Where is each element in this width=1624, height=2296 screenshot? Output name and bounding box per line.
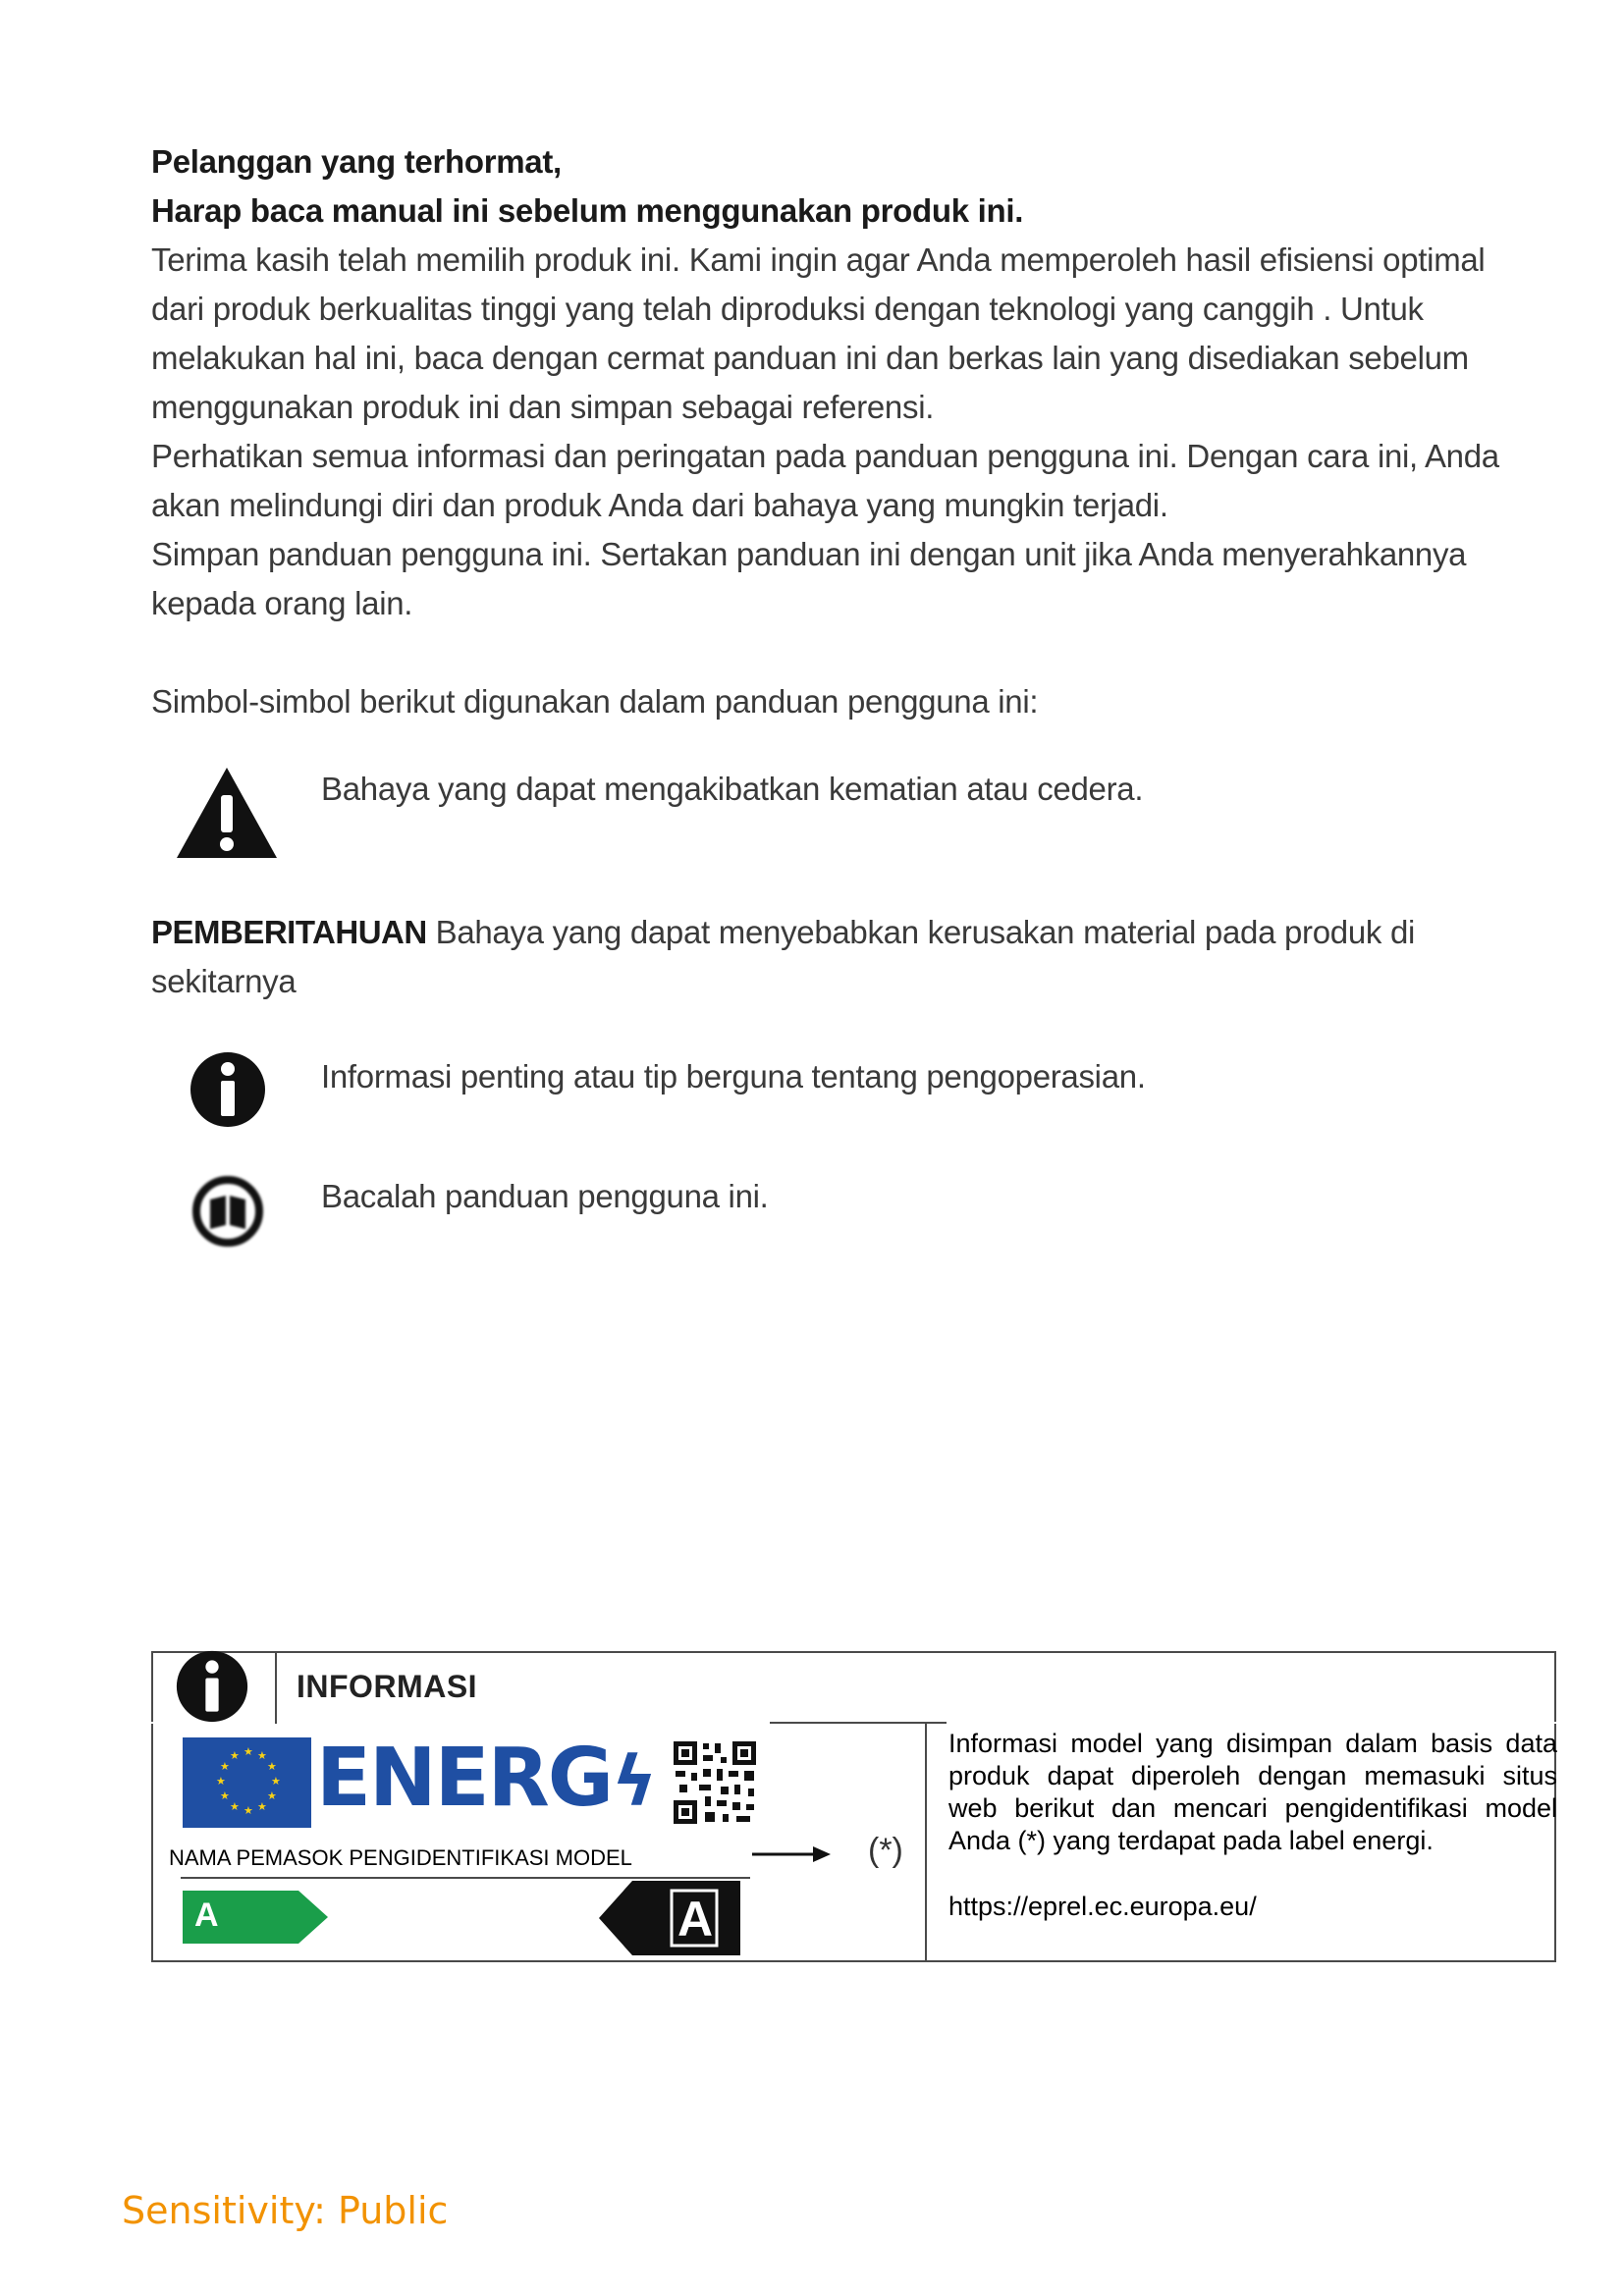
info-icon	[175, 1649, 249, 1724]
info-icon	[189, 1050, 267, 1129]
arrow-right-icon	[752, 1842, 831, 1866]
notice-word: PEMBERITAHUAN	[151, 914, 427, 950]
info-box-title: INFORMASI	[297, 1669, 478, 1704]
svg-text:★: ★	[257, 1749, 267, 1762]
lightning-icon: ϟ	[612, 1741, 656, 1822]
svg-text:★: ★	[230, 1749, 240, 1762]
svg-text:★: ★	[220, 1789, 230, 1802]
warning-text: Bahaya yang dapat mengakibatkan kematian atau cedera.	[321, 771, 1144, 807]
intro-line: Simpan panduan pengguna ini. Sertakan panduan ini dengan unit jika Anda menyerahkannya	[151, 536, 1467, 572]
energy-label-word: ENERGϟ	[316, 1732, 656, 1825]
document-body	[151, 137, 1526, 726]
qr-code-icon	[672, 1739, 758, 1826]
info-description: Informasi model yang disimpan dalam basis data produk dapat diperoleh dengan memasuki situs web berikut dan mencari pengidentifikasi model Anda (*) yang terdapat pada label energi.	[948, 1729, 1557, 1855]
intro-line: akan melindungi diri dan produk Anda dari bahaya yang mungkin terjadi.	[151, 487, 1168, 523]
info-symbol-row	[151, 1048, 1526, 1137]
svg-text:★: ★	[244, 1804, 253, 1817]
intro-line: Terima kasih telah memilih produk ini. Kami ingin agar Anda memperoleh hasil efisiensi optimal	[151, 241, 1486, 278]
svg-text:★: ★	[216, 1775, 226, 1788]
svg-text:★: ★	[244, 1745, 253, 1758]
svg-text:★: ★	[230, 1800, 240, 1813]
energy-class-left-letter: A	[194, 1896, 219, 1934]
model-asterisk: (*)	[868, 1832, 903, 1869]
eu-flag-icon	[183, 1737, 311, 1828]
intro-line: melakukan hal ini, baca dengan cermat panduan ini dan berkas lain yang disediakan sebelum	[151, 340, 1469, 376]
manual-symbol-row	[151, 1173, 1526, 1252]
notice-text-continued: sekitarnya	[151, 963, 297, 999]
manual-text: Bacalah panduan pengguna ini.	[321, 1178, 769, 1214]
svg-text:★: ★	[220, 1760, 230, 1773]
warning-triangle-icon	[173, 764, 281, 862]
sensitivity-label: Sensitivity: Public	[122, 2189, 449, 2232]
symbols-intro: Simbol-simbol berikut digunakan dalam panduan pengguna ini:	[151, 683, 1039, 720]
intro-line: Perhatikan semua informasi dan peringatan pada panduan pengguna ini. Dengan cara ini, Anda	[151, 438, 1499, 474]
svg-text:★: ★	[257, 1800, 267, 1813]
intro-line: kepada orang lain.	[151, 585, 413, 621]
intro-line: dari produk berkualitas tinggi yang telah diproduksi dengan teknologi yang canggih . Untuk	[151, 291, 1424, 327]
energy-class-right	[599, 1881, 740, 1955]
intro-line: menggunakan produk ini dan simpan sebagai referensi.	[151, 389, 935, 425]
svg-text:★: ★	[271, 1775, 281, 1788]
instruction-heading: Harap baca manual ini sebelum menggunakan produk ini.	[151, 192, 1024, 229]
notice-text: Bahaya yang dapat menyebabkan kerusakan material pada produk di	[435, 914, 1416, 950]
energy-class-right-letter: A	[677, 1892, 714, 1947]
eprel-link[interactable]: https://eprel.ec.europa.eu/	[948, 1892, 1257, 1921]
greeting: Pelanggan yang terhormat,	[151, 143, 562, 180]
notice-row	[151, 908, 1526, 1006]
warning-symbol-row	[151, 761, 1526, 869]
manual-book-icon	[192, 1176, 263, 1247]
energy-class-left	[183, 1891, 328, 1944]
supplier-model-label: NAMA PEMASOK PENGIDENTIFIKASI MODEL	[169, 1845, 632, 1870]
svg-text:★: ★	[267, 1789, 277, 1802]
info-text: Informasi penting atau tip berguna tentang pengoperasian.	[321, 1058, 1146, 1095]
information-box	[151, 1651, 1556, 1962]
svg-text:★: ★	[267, 1760, 277, 1773]
